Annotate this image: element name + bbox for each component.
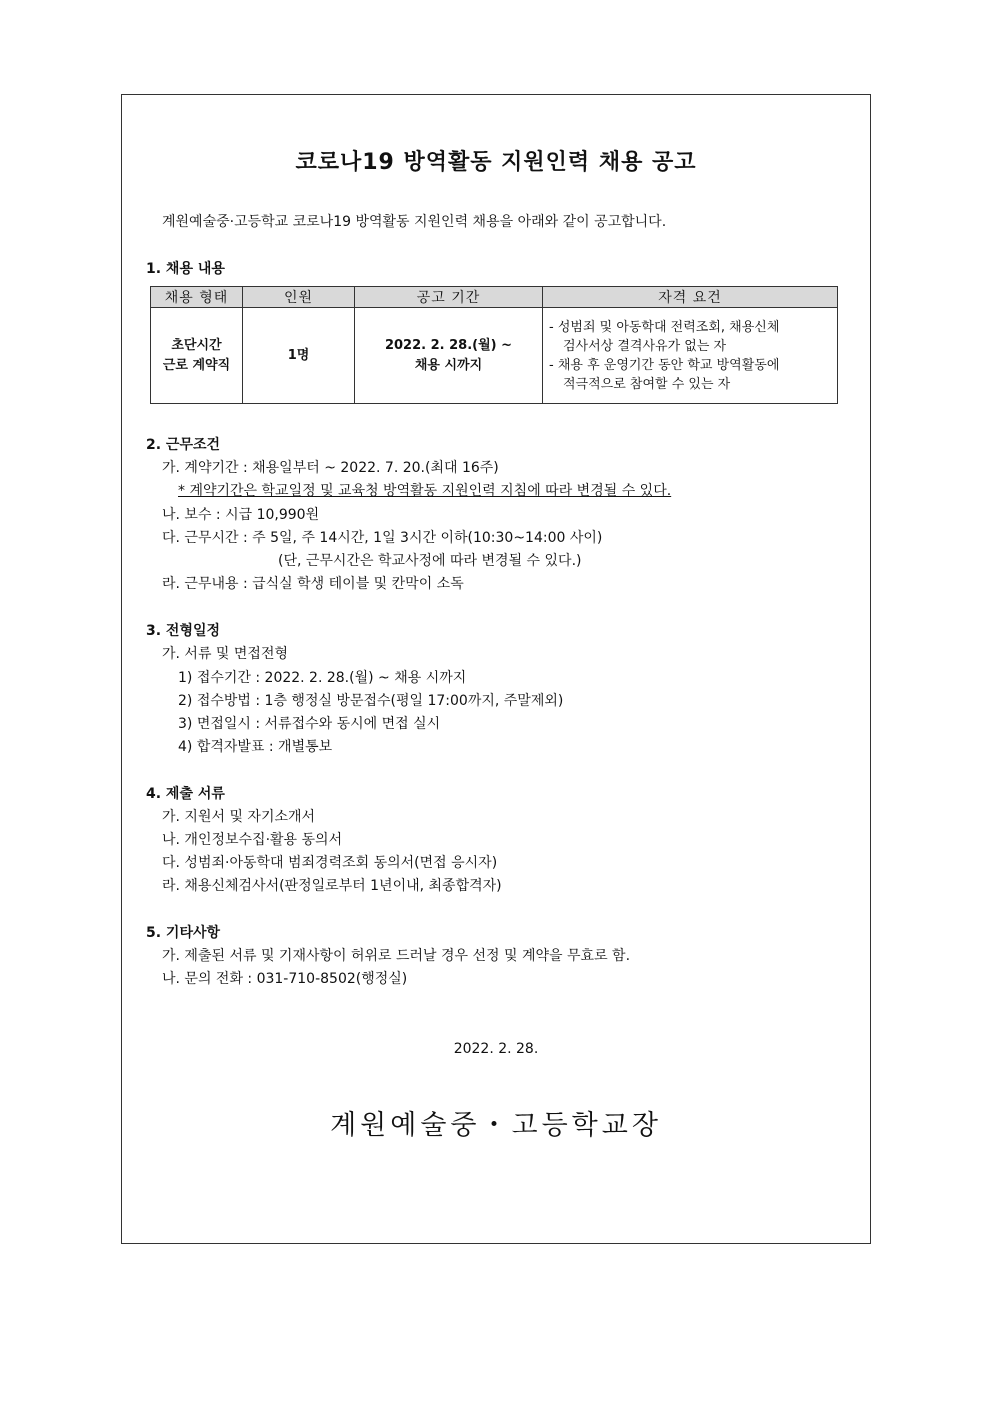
screening-type: 가. 서류 및 면접전형	[162, 646, 288, 662]
table-header-row	[151, 287, 838, 308]
cell-count: 1명	[243, 308, 355, 404]
type-line-2: 근로 계약직	[162, 357, 231, 373]
header-period: 공고 기간	[355, 287, 543, 308]
work-content: 라. 근무내용 : 급식실 학생 테이블 및 칸막이 소독	[162, 576, 464, 592]
intro-text: 계원예술중·고등학교 코로나19 방역활동 지원인력 채용을 아래와 같이 공고합니다.	[162, 214, 667, 230]
qual-line-2: 검사서상 결격사유가 없는 자	[563, 338, 727, 354]
cell-type	[151, 308, 243, 404]
signer-name: 계원예술중・고등학교장	[330, 1110, 662, 1141]
list-item: 4) 합격자발표 : 개별통보	[178, 739, 333, 755]
list-item: 나. 개인정보수집·활용 동의서	[162, 832, 343, 848]
notice-date: 2022. 2. 28.	[453, 1041, 539, 1057]
type-line-1: 초단시간	[171, 337, 222, 353]
list-item: 나. 문의 전화 : 031-710-8502(행정실)	[162, 971, 408, 987]
recruitment-table	[150, 286, 838, 404]
header-count: 인원	[243, 287, 355, 308]
contract-period: 가. 계약기간 : 채용일부터 ~ 2022. 7. 20.(최대 16주)	[162, 460, 499, 476]
qual-line-4: 적극적으로 참여할 수 있는 자	[563, 376, 731, 392]
work-hours: 다. 근무시간 : 주 5일, 주 14시간, 1일 3시간 이하(10:30~14:00 사이)	[162, 530, 603, 546]
table-row	[151, 308, 838, 404]
section-1-heading: 1. 채용 내용	[146, 261, 225, 277]
cell-qualification	[543, 308, 838, 404]
notice-frame	[121, 94, 871, 1244]
list-item: 2) 접수방법 : 1층 행정실 방문접수(평일 17:00까지, 주말제외)	[178, 693, 564, 709]
list-item: 다. 성범죄·아동학대 범죄경력조회 동의서(면접 응시자)	[162, 855, 498, 871]
list-item: 3) 면접일시 : 서류접수와 동시에 면접 실시	[178, 716, 441, 732]
section-4-heading: 4. 제출 서류	[146, 786, 225, 802]
cell-period	[355, 308, 543, 404]
section-5-heading: 5. 기타사항	[146, 925, 221, 941]
notice-title: 코로나19 방역활동 지원인력 채용 공고	[295, 150, 697, 175]
header-qualification: 자격 요건	[543, 287, 838, 308]
pay-info: 나. 보수 : 시급 10,990원	[162, 507, 320, 523]
list-item: 가. 제출된 서류 및 기재사항이 허위로 드러날 경우 선정 및 계약을 무효로 함.	[162, 948, 631, 964]
contract-period-note: * 계약기간은 학교일정 및 교육청 방역활동 지원인력 지침에 따라 변경될 수 있다.	[178, 483, 672, 499]
list-item: 라. 채용신체검사서(판정일로부터 1년이내, 최종합격자)	[162, 878, 502, 894]
qual-line-3: - 채용 후 운영기간 동안 학교 방역활동에	[549, 357, 780, 373]
qual-line-1: - 성범죄 및 아동학대 전력조회, 채용신체	[549, 319, 780, 335]
period-line-1: 2022. 2. 28.(월) ~	[384, 337, 513, 353]
header-type: 채용 형태	[151, 287, 243, 308]
list-item: 1) 접수기간 : 2022. 2. 28.(월) ~ 채용 시까지	[178, 670, 467, 686]
period-line-2: 채용 시까지	[414, 357, 483, 373]
section-2-heading: 2. 근무조건	[146, 437, 221, 453]
section-3-heading: 3. 전형일정	[146, 623, 221, 639]
work-hours-note: (단, 근무시간은 학교사정에 따라 변경될 수 있다.)	[278, 553, 582, 569]
list-item: 가. 지원서 및 자기소개서	[162, 809, 316, 825]
